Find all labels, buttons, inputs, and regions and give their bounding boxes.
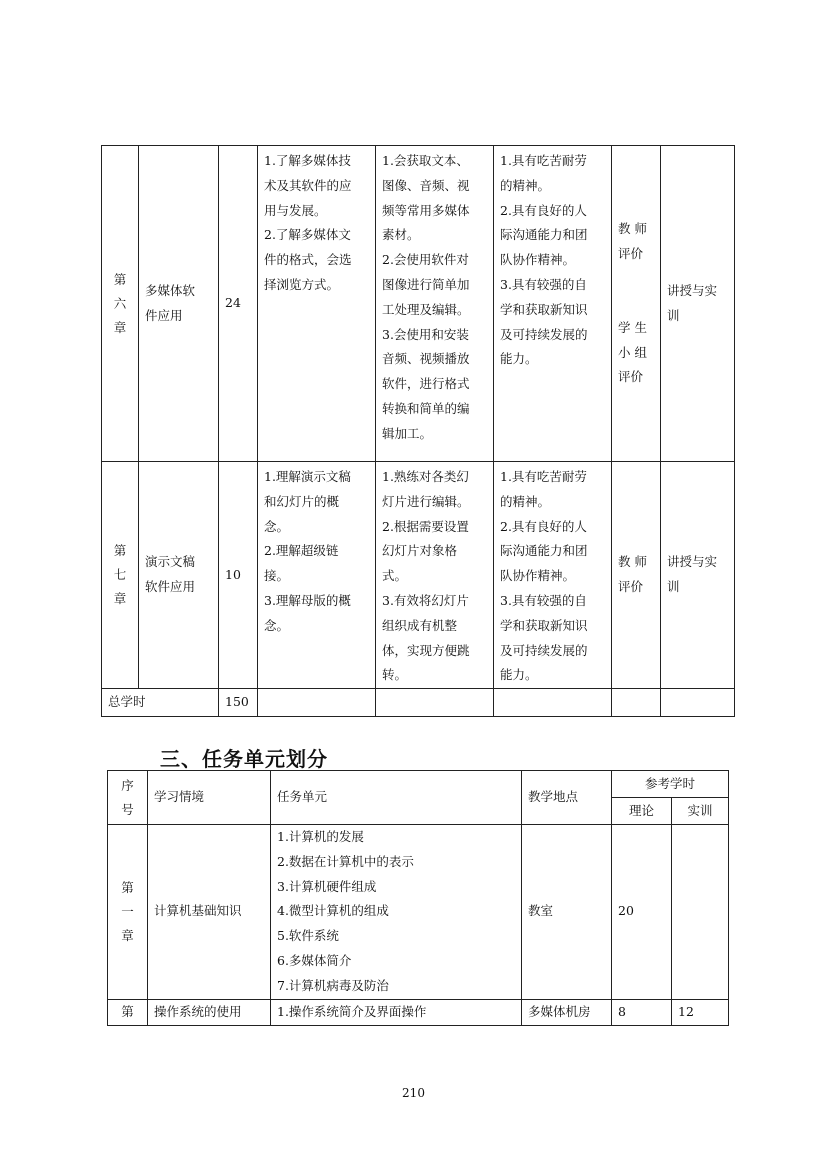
quality-line: 1.具有吃苦耐劳 <box>500 153 587 168</box>
hours-cell: 10 <box>219 462 258 689</box>
knowledge-line: 择浏览方式。 <box>264 276 340 292</box>
knowledge-line: 1.理解演示文稿 <box>264 469 351 484</box>
units-cell <box>271 825 522 1000</box>
chapter-cell <box>108 825 148 1000</box>
skills-line: 转。 <box>382 667 408 683</box>
method-line: 讲授与实 <box>667 282 718 298</box>
quality-line: 2.具有良好的人 <box>500 202 587 218</box>
skills-line: 2.根据需要设置 <box>382 518 469 534</box>
units-cell <box>271 999 522 1025</box>
knowledge-line: 接。 <box>264 568 290 584</box>
header-unit: 任务单元 <box>271 771 522 825</box>
skills-line: 辑加工。 <box>382 425 433 441</box>
chapter-name: 演示文稿 <box>145 554 196 570</box>
evaluation-line: 评价 <box>618 369 644 385</box>
knowledge-line: 用与发展。 <box>264 202 327 218</box>
total-label: 总学时 <box>102 689 219 717</box>
skills-line: 幻灯片对象格 <box>382 543 458 559</box>
quality-line: 及可持续发展的 <box>500 642 588 658</box>
practice-cell <box>672 825 729 1000</box>
quality-cell <box>494 462 612 689</box>
method-line: 训 <box>667 307 680 323</box>
table-row <box>102 462 735 689</box>
quality-line: 的精神。 <box>500 493 551 509</box>
chapter-name: 件应用 <box>145 307 183 323</box>
table-row <box>102 146 735 462</box>
evaluation-line: 学 生 <box>618 319 647 335</box>
knowledge-cell <box>258 462 376 689</box>
chapter-name-cell <box>139 146 219 462</box>
skills-line: 软件，进行格式 <box>382 376 470 392</box>
unit-line: 4.微型计算机的组成 <box>277 903 389 919</box>
evaluation-line: 教 师 <box>618 554 647 570</box>
empty-cell <box>661 689 735 717</box>
chapter-label: 七 <box>113 567 127 583</box>
total-row <box>102 689 735 717</box>
quality-line: 能力。 <box>500 667 538 683</box>
skills-line: 2.会使用软件对 <box>382 252 469 268</box>
chapter-label: 章 <box>113 591 127 607</box>
chapter-cell <box>108 999 148 1025</box>
quality-line: 学和获取新知识 <box>500 301 588 317</box>
situation-cell: 操作系统的使用 <box>148 999 271 1025</box>
unit-line: 1.计算机的发展 <box>277 829 364 844</box>
table-row <box>108 999 729 1025</box>
skills-cell <box>376 462 494 689</box>
quality-line: 队协作精神。 <box>500 252 576 268</box>
section-title: 三、任务单元划分 <box>160 747 328 771</box>
header-situation: 学习情境 <box>148 771 271 825</box>
chapter-label: 第 <box>121 1004 134 1020</box>
theory-cell: 20 <box>612 825 672 1000</box>
quality-line: 及可持续发展的 <box>500 326 588 342</box>
header-seq <box>108 771 148 825</box>
knowledge-line: 件的格式，会选 <box>264 252 352 268</box>
skills-line: 1.熟练对各类幻 <box>382 469 469 484</box>
evaluation-line <box>618 291 654 316</box>
evaluation-line <box>618 266 654 291</box>
knowledge-line: 念。 <box>264 617 290 633</box>
unit-line: 1.操作系统简介及界面操作 <box>277 1003 427 1019</box>
unit-line: 3.计算机硬件组成 <box>277 878 377 894</box>
skills-line: 素材。 <box>382 227 420 243</box>
skills-line: 音频、视频播放 <box>382 351 470 367</box>
method-line: 训 <box>667 579 680 595</box>
skills-line: 式。 <box>382 568 408 584</box>
skills-line: 图像、音频、视 <box>382 177 470 193</box>
location-cell: 教室 <box>522 825 612 1000</box>
unit-line: 5.软件系统 <box>277 928 339 944</box>
chapter-label: 章 <box>121 927 134 943</box>
skills-line: 1.会获取文本、 <box>382 153 469 168</box>
header-practice: 实训 <box>672 798 729 825</box>
knowledge-line: 2.理解超级链 <box>264 543 339 559</box>
hours-cell: 24 <box>219 146 258 462</box>
chapter-label: 章 <box>113 319 127 335</box>
table-row <box>108 825 729 1000</box>
quality-line: 能力。 <box>500 351 538 367</box>
header-theory: 理论 <box>612 798 672 825</box>
quality-line: 3.具有较强的自 <box>500 592 587 608</box>
knowledge-line: 和幻灯片的概 <box>264 493 340 509</box>
chapter-label: 第 <box>113 271 127 287</box>
skills-line: 图像进行简单加 <box>382 276 470 292</box>
skills-line: 工处理及编辑。 <box>382 301 470 317</box>
header-seq-line: 序 <box>121 777 134 793</box>
chapter-label: 第 <box>121 879 134 895</box>
knowledge-line: 念。 <box>264 518 290 534</box>
knowledge-cell <box>258 146 376 462</box>
evaluation-cell <box>612 462 661 689</box>
header-seq-line: 号 <box>121 801 134 817</box>
quality-cell <box>494 146 612 462</box>
method-cell <box>661 462 735 689</box>
skills-line: 体，实现方便跳 <box>382 642 470 658</box>
evaluation-line: 评价 <box>618 579 644 595</box>
chapter-cell <box>102 146 139 462</box>
chapter-label: 第 <box>113 543 127 559</box>
header-ref-hours: 参考学时 <box>612 771 729 798</box>
evaluation-line: 小 组 <box>618 344 647 360</box>
quality-line: 际沟通能力和团 <box>500 543 588 559</box>
quality-line: 学和获取新知识 <box>500 617 588 633</box>
empty-cell <box>376 689 494 717</box>
header-location: 教学地点 <box>522 771 612 825</box>
quality-line: 的精神。 <box>500 177 551 193</box>
evaluation-line: 评价 <box>618 245 644 261</box>
knowledge-line: 1.了解多媒体技 <box>264 153 351 168</box>
knowledge-line: 2.了解多媒体文 <box>264 227 351 243</box>
chapter-cell <box>102 462 139 689</box>
situation-cell: 计算机基础知识 <box>148 825 271 1000</box>
skills-line: 频等常用多媒体 <box>382 202 470 218</box>
quality-line: 际沟通能力和团 <box>500 227 588 243</box>
skills-line: 3.有效将幻灯片 <box>382 592 469 608</box>
quality-line: 2.具有良好的人 <box>500 518 587 534</box>
skills-line: 灯片进行编辑。 <box>382 493 470 509</box>
total-hours: 150 <box>219 689 258 717</box>
unit-line: 7.计算机病毒及防治 <box>277 977 389 993</box>
skills-line: 3.会使用和安装 <box>382 326 469 342</box>
skills-line: 转换和简单的编 <box>382 400 470 416</box>
chapter-name-cell <box>139 462 219 689</box>
quality-line: 队协作精神。 <box>500 568 576 584</box>
unit-line: 6.多媒体简介 <box>277 952 352 968</box>
knowledge-line: 术及其软件的应 <box>264 177 352 193</box>
location-cell: 多媒体机房 <box>522 999 612 1025</box>
evaluation-line: 教 师 <box>618 220 647 236</box>
skills-cell <box>376 146 494 462</box>
task-unit-table <box>107 770 729 1026</box>
header-row <box>108 771 729 798</box>
evaluation-cell <box>612 146 661 462</box>
quality-line: 3.具有较强的自 <box>500 276 587 292</box>
method-cell <box>661 146 735 462</box>
chapter-label: 一 <box>121 903 134 919</box>
method-line: 讲授与实 <box>667 554 718 570</box>
theory-cell: 8 <box>612 999 672 1025</box>
page-number: 210 <box>402 1086 425 1100</box>
chapter-label: 六 <box>113 295 127 311</box>
course-content-table <box>101 145 735 717</box>
empty-cell <box>258 689 376 717</box>
quality-line: 1.具有吃苦耐劳 <box>500 469 587 484</box>
empty-cell <box>494 689 612 717</box>
empty-cell <box>612 689 661 717</box>
skills-line: 组织成有机整 <box>382 617 458 633</box>
unit-line: 2.数据在计算机中的表示 <box>277 853 414 869</box>
chapter-name: 软件应用 <box>145 579 196 595</box>
practice-cell: 12 <box>672 999 729 1025</box>
chapter-name: 多媒体软 <box>145 282 196 298</box>
knowledge-line: 3.理解母版的概 <box>264 592 351 608</box>
